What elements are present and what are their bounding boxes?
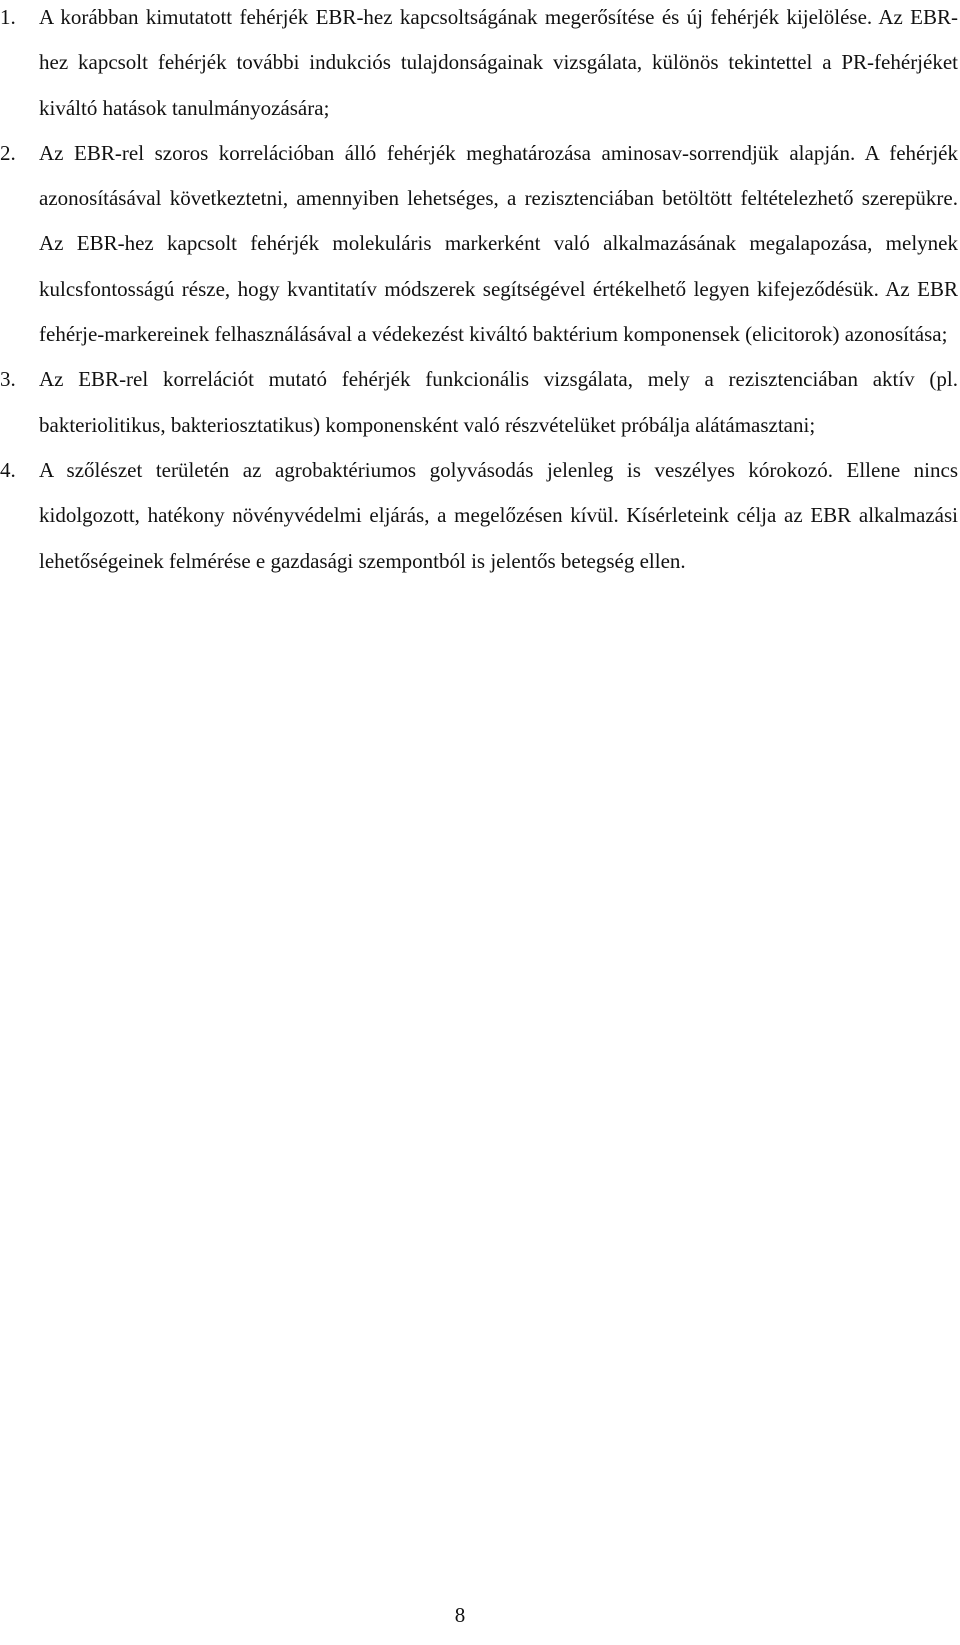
list-item-number: 4. bbox=[0, 457, 16, 482]
list-item-number: 2. bbox=[0, 140, 16, 165]
list-item-text: A korábban kimutatott fehérjék EBR-hez kapcsoltságának megerősítése és új fehérjék kijelölése. Az EBR-hez kapcsolt fehérjék további indukciós tulajdonságainak vizsgálata, különös tekintettel a PR-fehérjéket kiváltó hatások tanulmányozására; bbox=[39, 5, 958, 120]
objectives-list bbox=[0, 0, 958, 584]
list-item bbox=[0, 357, 958, 448]
list-item-number: 3. bbox=[0, 367, 16, 392]
list-item-text: Az EBR-rel korrelációt mutató fehérjék funkcionális vizsgálata, mely a rezisztenciában aktív (pl. bakteriolitikus, bakteriosztatikus) komponensként való részvételüket próbálja alátámasztani; bbox=[39, 367, 958, 437]
list-item-number: 1. bbox=[0, 5, 16, 29]
list-item bbox=[0, 0, 958, 131]
page-number: 8 bbox=[454, 1603, 466, 1627]
list-item-text: Az EBR-rel szoros korrelációban álló fehérjék meghatározása aminosav-sorrendjük alapján. A fehérjék azonosításával következtetni, amennyiben lehetséges, a rezisztenciában betöltött feltételezhető szerepükre. Az EBR-hez kapcsolt fehérjék molekuláris markerként való alkalmazásának megalapozása, melynek kulcsfontosságú része, hogy kvantitatív módszerek segítségével értékelhető legyen kifejeződésük. Az EBR fehérje-markereinek felhasználásával a védekezést kiváltó baktérium komponensek (elicitorok) azonosítása; bbox=[39, 140, 958, 347]
list-item bbox=[0, 448, 958, 584]
list-item-text: A szőlészet területén az agrobaktériumos golyvásodás jelenleg is veszélyes kórokozó. Ellene nincs kidolgozott, hatékony növényvédelmi eljárás, a megelőzésen kívül. Kísérleteink célja az EBR alkalmazási lehetőségeinek felmérése e gazdasági szempontból is jelentős betegség ellen. bbox=[39, 457, 958, 573]
list-item bbox=[0, 131, 958, 357]
